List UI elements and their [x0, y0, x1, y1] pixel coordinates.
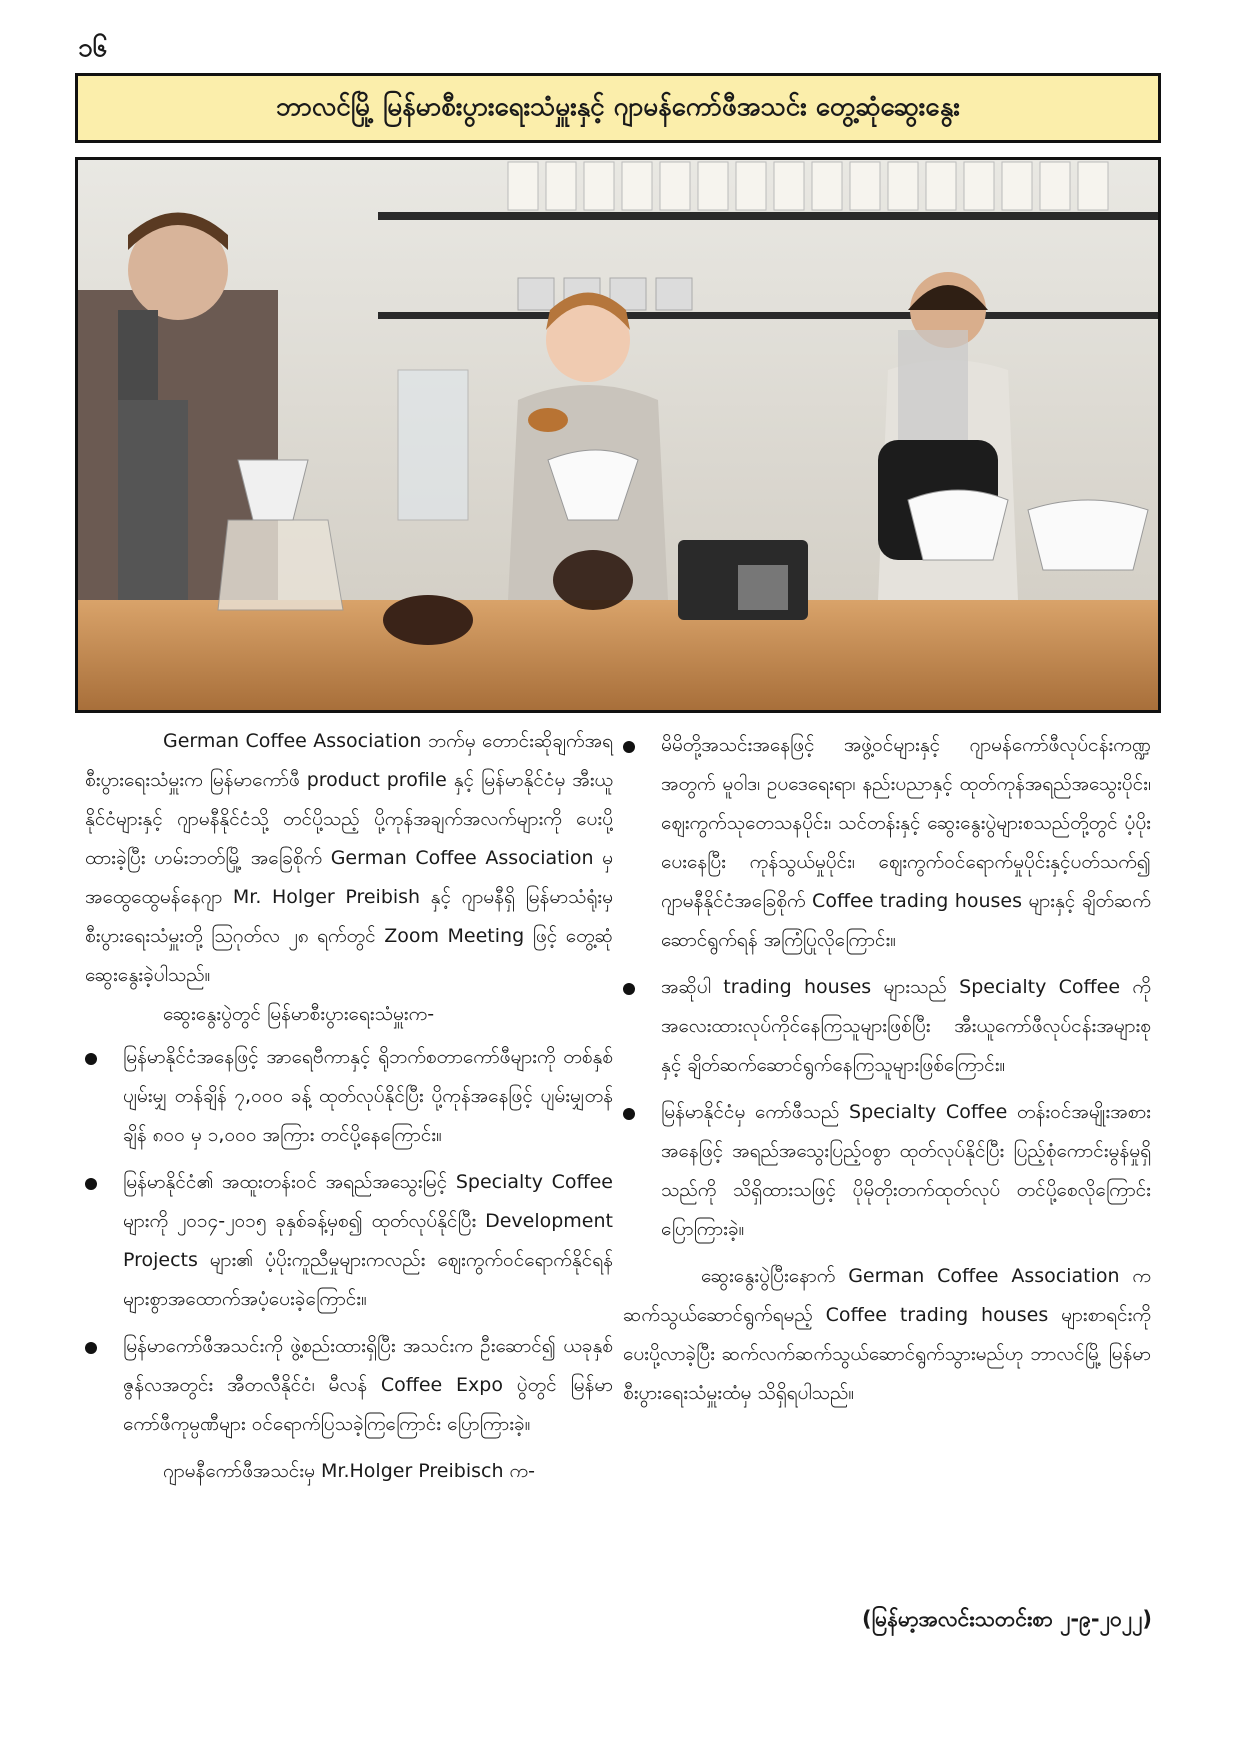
list-item-text: မြန်မာကော်ဖီအသင်းကို ဖွဲ့စည်းထားရှိပြီး အသင်းက ဦးဆောင်၍ ယခုနှစ် ဇွန်လအတွင်း အီတလီနိုင်ငံ၊ မီလန် Coffee Expo ပွဲတွင် မြန်မာကော်ဖီကုမ္ပဏီများ ဝင်ရောက်ပြသခဲ့ကြကြောင်း ပြောကြားခဲ့။ [123, 1335, 613, 1435]
list-item [85, 1163, 613, 1319]
list-item [623, 726, 1151, 960]
closing-lead: ဂျာမနီကော်ဖီအသင်းမှ Mr.Holger Preibisch က- [163, 1460, 535, 1482]
headline-box [75, 73, 1161, 143]
list-item [623, 1093, 1151, 1249]
list-item-text: မြန်မာနိုင်ငံအနေဖြင့် အာရေဗီကာနှင့် ရိုဘက်စတာကော်ဖီများကို တစ်နှစ်ပျမ်းမျှ တန်ချိန် ၇,၀၀၀ ခန့် ထုတ်လုပ်နိုင်ပြီး ပို့ကုန်အနေဖြင့် ပျမ်းမျှတန်ချိန် ၈၀၀ မှ ၁,၀၀၀ အကြား တင်ပို့နေကြောင်း။ [123, 1046, 613, 1146]
photo-illustration [78, 160, 1158, 710]
list-item [85, 1038, 613, 1155]
list-item-text: အဆိုပါ trading houses များသည် Specialty Coffee ကို အလေးထားလုပ်ကိုင်နေကြသူများဖြစ်ပြီး အီးယူကော်ဖီလုပ်ငန်းအများစုနှင့် ချိတ်ဆက်ဆောင်ရွက်နေကြသူများဖြစ်ကြောင်း။ [661, 976, 1151, 1076]
list-item-text: မြန်မာနိုင်ငံ၏ အထူးတန်းဝင် အရည်အသွေးမြင့် Specialty Coffee များကို ၂၀၁၄-၂၀၁၅ ခုနှစ်ခန့်မှစ၍ ထုတ်လုပ်နိုင်ပြီး Development Projects များ၏ ပံ့ပိုးကူညီမှုများကလည်း ဈေးကွက်ဝင်ရောက်နိုင်ရန် များစွာအထောက်အပံ့ပေးခဲ့ကြောင်း။ [123, 1171, 613, 1310]
headline: ဘာလင်မြို့ မြန်မာစီးပွားရေးသံမှူးနှင့် ဂျာမန်ကော်ဖီအသင်း တွေ့ဆုံဆွေးနွေး [276, 91, 960, 122]
source-citation: (မြန်မာ့အလင်းသတင်းစာ ၂-၉-၂၀၂၂) [862, 1607, 1152, 1631]
list-item [623, 968, 1151, 1085]
page-number: ၁၆ [78, 33, 108, 63]
bullet-icon [85, 1342, 97, 1354]
bullet-icon [623, 1108, 635, 1120]
coffee-bar-photo [75, 157, 1161, 713]
list-item-text: မိမိတို့အသင်းအနေဖြင့် အဖွဲ့ဝင်များနှင့် ဂျာမန်ကော်ဖီလုပ်ငန်းကဏ္ဍအတွက် မူဝါဒ၊ ဥပဒေရေးရာ၊ နည်းပညာနှင့် ထုတ်ကုန်အရည်အသွေးပိုင်း၊ ဈေးကွက်သုတေသနပိုင်း၊ သင်တန်းနှင့် ဆွေးနွေးပွဲများစသည်တို့တွင် ပံ့ပိုးပေးနေပြီး ကုန်သွယ်မှုပိုင်း၊ ဈေးကွက်ဝင်ရောက်မှုပိုင်းနှင့်ပတ်သက်၍ ဂျာမနီနိုင်ငံအခြေစိုက် Coffee trading houses များနှင့် ချိတ်ဆက်ဆောင်ရွက်ရန် အကြံပြုလိုကြောင်း။ [661, 734, 1151, 951]
bullet-icon [623, 983, 635, 995]
intro-paragraph: German Coffee Association ဘက်မှ တောင်းဆိုချက်အရ စီးပွားရေးသံမှူးက မြန်မာကော်ဖီ product profile နှင့် မြန်မာနိုင်ငံမှ အီးယူနိုင်ငံများနှင့် ဂျာမနီနိုင်ငံသို့ တင်ပို့သည့် ပို့ကုန်အချက်အလက်များကို ပေးပို့ထားခဲ့ပြီး ဟမ်းဘတ်မြို့ အခြေစိုက် German Coffee Association မှ အထွေထွေမန်နေဂျာ Mr. Holger Preibish နှင့် ဂျာမနီရှိ မြန်မာသံရုံးမှ စီးပွားရေးသံမှူးတို့ ဩဂုတ်လ ၂၈ ရက်တွင် Zoom Meeting ဖြင့် တွေ့ဆုံဆွေးနွေးခဲ့ပါသည်။ [85, 730, 613, 986]
list-item-text: မြန်မာနိုင်ငံမှ ကော်ဖီသည် Specialty Coffee တန်းဝင်အမျိုးအစားအနေဖြင့် အရည်အသွေးပြည့်ဝစွာ ထုတ်လုပ်နိုင်ပြီး ပြည့်စုံကောင်းမွန်မှုရှိသည်ကို သိရှိထားသဖြင့် ပိုမိုတိုးတက်ထုတ်လုပ် တင်ပို့စေလိုကြောင်း ပြောကြားခဲ့။ [661, 1101, 1151, 1240]
left-column [85, 722, 613, 1491]
list-item [85, 1327, 613, 1444]
bullet-icon [85, 1178, 97, 1190]
closing-paragraph: ဆွေးနွေးပွဲပြီးနောက် German Coffee Association က ဆက်သွယ်ဆောင်ရွက်ရမည့် Coffee trading houses များစာရင်းကို ပေးပို့လာခဲ့ပြီး ဆက်လက်ဆက်သွယ်ဆောင်ရွက်သွားမည်ဟု ဘာလင်မြို့ မြန်မာစီးပွားရေးသံမှူးထံမှ သိရှိရပါသည်။ [623, 1265, 1151, 1404]
bullet-icon [623, 741, 635, 753]
bullet-icon [85, 1053, 97, 1065]
lead-paragraph: ဆွေးနွေးပွဲတွင် မြန်မာစီးပွားရေးသံမှူးက- [163, 1003, 435, 1025]
right-column [623, 722, 1151, 1413]
